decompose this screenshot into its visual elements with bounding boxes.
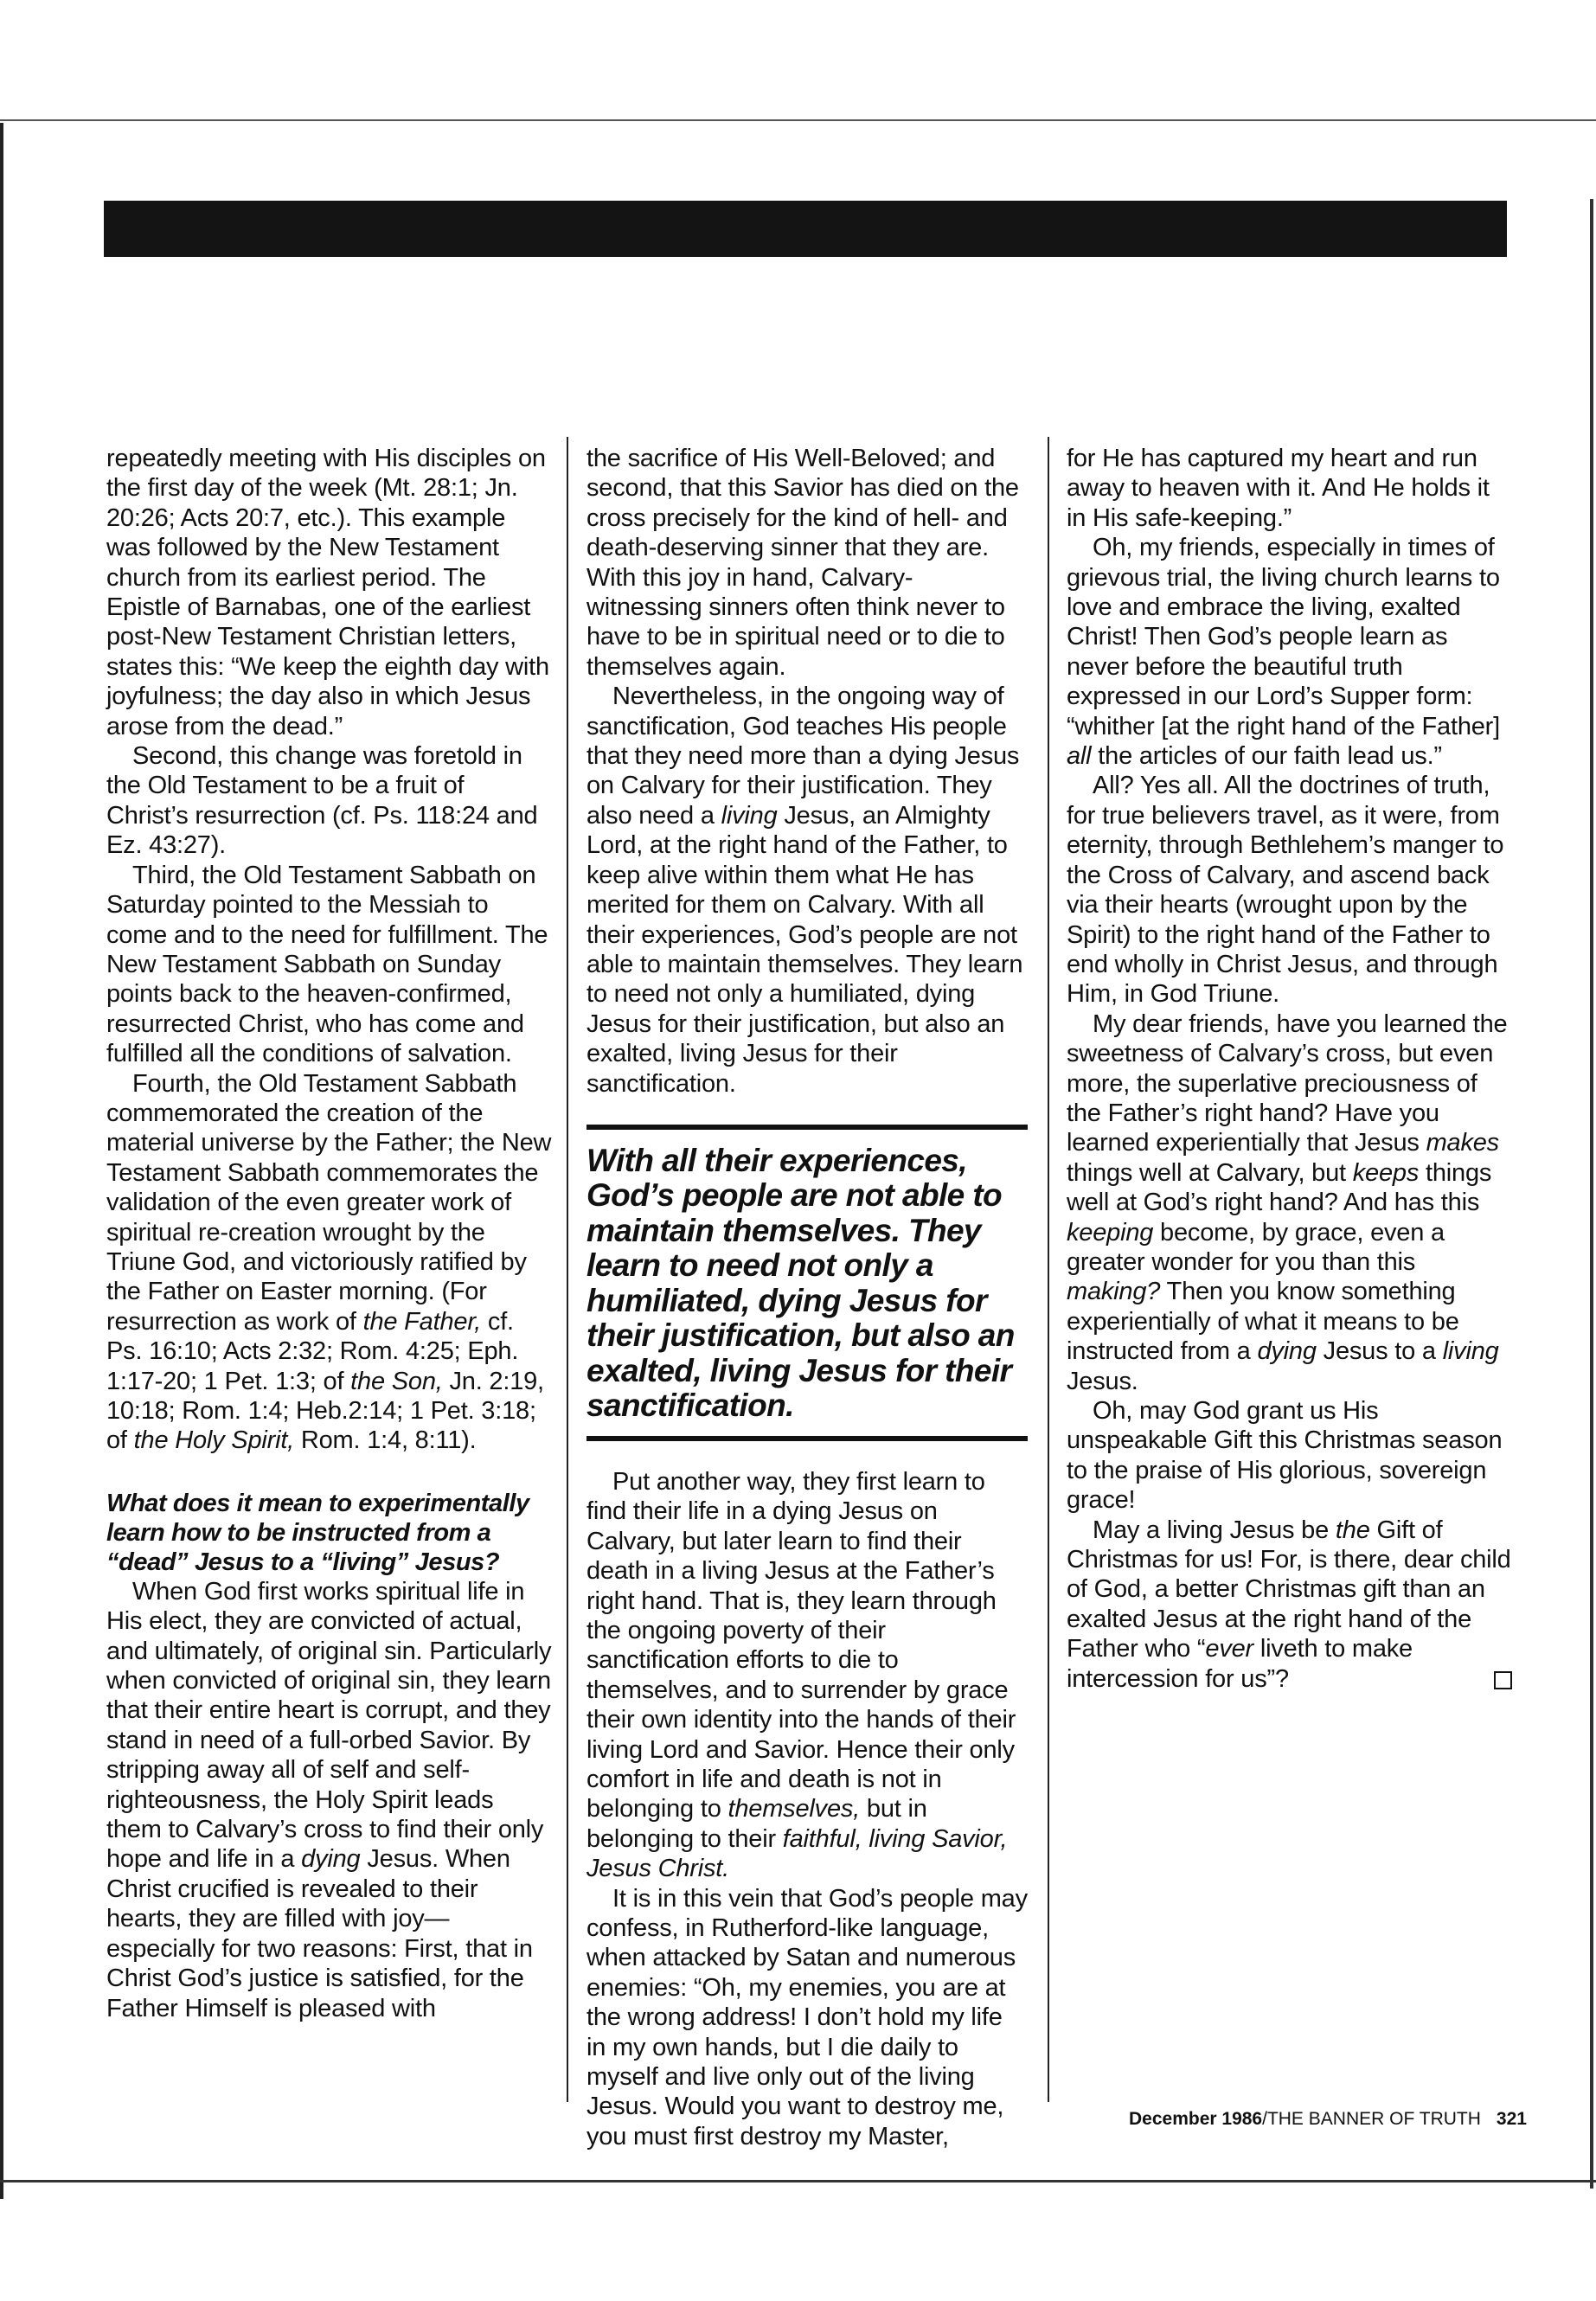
article-column-3 [1067, 444, 1512, 1694]
end-of-article-icon [1494, 1671, 1512, 1689]
page-edge-left [0, 123, 3, 2199]
paragraph: Second, this change was foretold in the Old Testament to be a fruit of Christ’s resurrection (cf. Ps. 118:24 and Ez. 43:27). [106, 742, 538, 860]
page-footer [1129, 2109, 1527, 2130]
paragraph: Oh, my friends, especially in times of grievous trial, the living church learns to love and embrace the living, exalted Christ! Then God’s people learn as never before the beautiful truth expressed in our Lord’s Supper form: “whither [at the right hand of the Father] all the articles of our faith lead us.” [1067, 534, 1500, 771]
paragraph: My dear friends, have you learned the sweetness of Calvary’s cross, but even more, the superlative preciousness of the Father’s right hand? Have you learned experientially that Jesus makes things well at Calvary, but keeps things well at God’s right hand? And has this keeping become, by grace, even a greater wonder for you than this making? Then you know something experientially of what it means to be instructed from a dying Jesus to a living Jesus. [1067, 1009, 1508, 1395]
column-divider-2 [1048, 437, 1049, 2102]
column-divider-1 [567, 437, 568, 2102]
paragraph: Fourth, the Old Testament Sabbath commemorated the creation of the material universe by the Father; the New Testament Sabbath commemorates the validation of the even greater work of spiritual re-creation wrought by the Triune God, and victoriously ratified by the Father on Easter morning. (For resurrection as work of the Father, cf. Ps. 16:10; Acts 2:32; Rom. 4:25; Eph. 1:17-20; 1 Pet. 1:3; of the Son, Jn. 2:19, 10:18; Rom. 1:4; Heb.2:14; 1 Pet. 3:18; of the Holy Spirit, Rom. 1:4, 8:11). [106, 1069, 552, 1455]
paragraph: All? Yes all. All the doctrines of truth, for true believers travel, as it were, from eternity, through Bethlehem’s manger to the Cross of Calvary, and ascend back via their hearts (wrought upon by the Spirit) to the right hand of the Father to end wholly in Christ Jesus, and through Him, in God Triune. [1067, 772, 1504, 1009]
paragraph: Nevertheless, in the ongoing way of sanctification, God teaches His people that they need more than a dying Jesus on Calvary for their justification. They also need a living Jesus, an Almighty Lord, at the right hand of the Father, to keep alive within them what He has merited for them on Calvary. With all their experiences, God’s people are not able to maintain themselves. They learn to need not only a humiliated, dying Jesus for their justification, but also an exalted, living Jesus for their sanctification. [586, 683, 1023, 1098]
article-column-1 [106, 444, 552, 2023]
publication-name: /THE BANNER OF TRUTH [1262, 2109, 1481, 2129]
pull-quote: With all their experiences, God’s people are not able to maintain themselves. They learn to need not only a humiliated, dying Jesus for their justification, but also an exalted, living Jesus for their sanctification. [586, 1125, 1028, 1441]
paragraph: It is in this vein that God’s people may confess, in Rutherford-like language, when attacked by Satan and numerous enemies: “Oh, my enemies, you are at the wrong address! I don’t hold my life in my own hands, but I die daily to myself and live only out of the living Jesus. Would you want to destroy me, you must first destroy my Master, [586, 1884, 1028, 2150]
issue-date: December 1986 [1129, 2109, 1263, 2129]
paragraph: Oh, may God grant us His unspeakable Gift this Christmas season to the praise of His glorious, sovereign grace! [1067, 1397, 1503, 1515]
paragraph: Third, the Old Testament Sabbath on Saturday pointed to the Messiah to come and to the need for fulfillment. The New Testament Sabbath on Sunday points back to the heaven-confirmed, resurrected Christ, who has come and fulfilled all the conditions of salvation. [106, 861, 548, 1068]
top-rule [0, 119, 1596, 121]
page-edge-right [1590, 199, 1593, 2189]
bottom-rule [0, 2180, 1596, 2182]
header-bar [104, 201, 1507, 257]
paragraph: the sacrifice of His Well-Beloved; and second, that this Savior has died on the cross precisely for the kind of hell- and death-deserving sinner that they are. With this joy in hand, Calvary-witnessing sinners often think never to have to be in spiritual need or to die to themselves again. [586, 445, 1019, 681]
paragraph: repeatedly meeting with His disciples on the first day of the week (Mt. 28:1; Jn. 20:26; Acts 20:7, etc.). This example was followed by the New Testament church from its earliest period. The Epistle of Barnabas, one of the earliest post-New Testament Christian letters, states this: “We keep the eighth day with joyfulness; the day also in which Jesus arose from the dead.” [106, 445, 549, 740]
article-column-2 [586, 444, 1028, 2151]
paragraph: May a living Jesus be the Gift of Christmas for us! For, is there, dear child of God, a better Christmas gift than an exalted Jesus at the right hand of the Father who “ever liveth to make intercession for us”? [1067, 1516, 1511, 1693]
paragraph: When God first works spiritual life in His elect, they are convicted of actual, and ultimately, of original sin. Particularly when convicted of original sin, they learn that their entire heart is corrupt, and they stand in need of a full-orbed Savior. By stripping away all of self and self-righteousness, the Holy Spirit leads them to Calvary’s cross to find their only hope and life in a dying Jesus. When Christ crucified is revealed to their hearts, they are filled with joy—especially for two reasons: First, that in Christ God’s justice is satisfied, for the Father Himself is pleased with [106, 1577, 552, 2022]
section-subheading: What does it mean to experimentally learn how to be instructed from a “dead” Jesus to a “living” Jesus? [106, 1489, 529, 1576]
paragraph: Put another way, they first learn to find their life in a dying Jesus on Calvary, but later learn to find their death in a living Jesus at the Father’s right hand. That is, they learn through the ongoing poverty of their sanctification efforts to die to themselves, and to surrender by grace their own identity into the hands of their living Lord and Savior. Hence their only comfort in life and death is not in belonging to themselves, but in belonging to their faithful, living Savior, Jesus Christ. [586, 1467, 1016, 1883]
page-number: 321 [1496, 2109, 1527, 2129]
paragraph: for He has captured my heart and run away to heaven with it. And He holds it in His safe-keeping.” [1067, 445, 1490, 532]
